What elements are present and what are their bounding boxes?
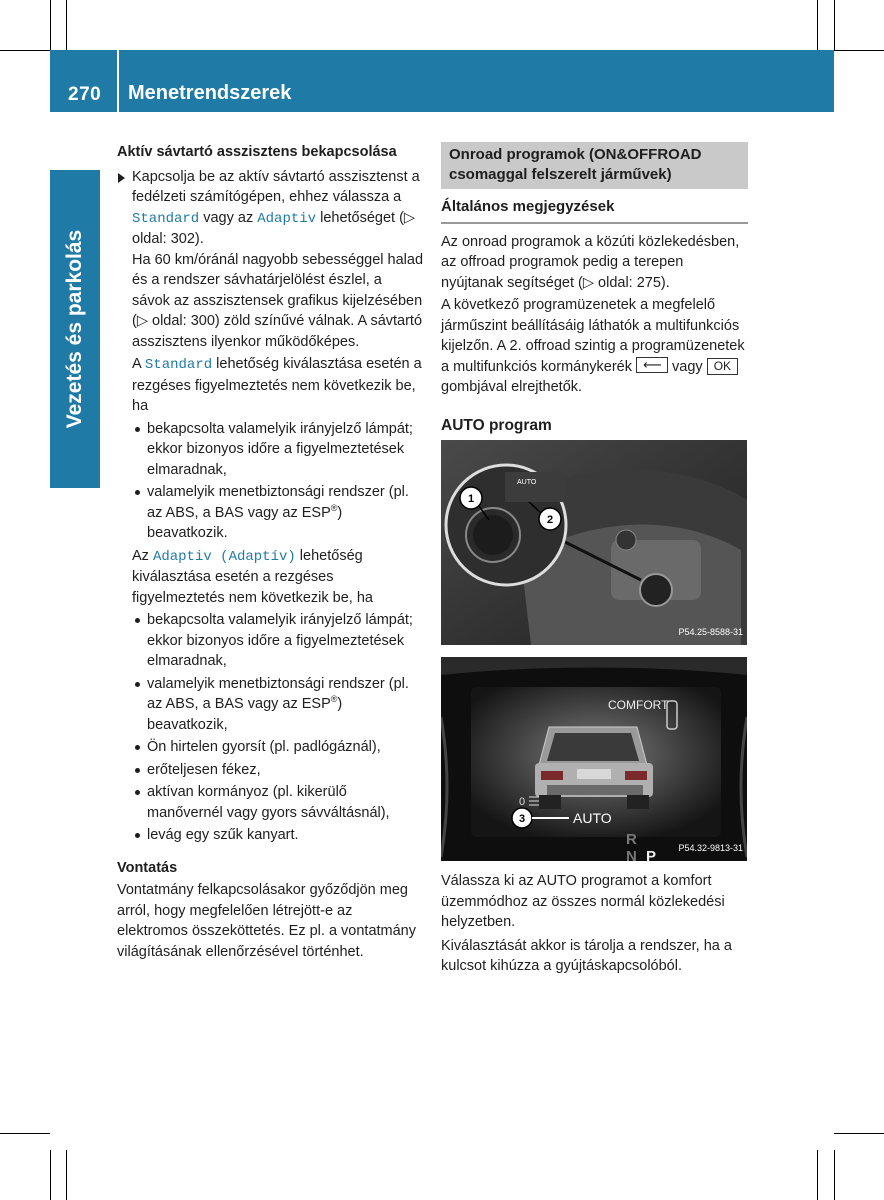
- crop-mark: [0, 1133, 50, 1134]
- registered-mark: ®: [330, 502, 338, 513]
- bullet-list: [117, 610, 423, 846]
- list-item-text: valamelyik menetbiztonsági rendszer (pl. az ABS, a BAS vagy az ESP: [147, 675, 409, 712]
- callout-1: 1: [467, 493, 475, 505]
- paragraph-text: gombjával elrejthetők.: [441, 379, 583, 395]
- console-illustration: [441, 440, 747, 645]
- callout-2: 2: [546, 514, 554, 526]
- step-text: lehetőséget (▷ oldal: 302).: [132, 209, 416, 247]
- section-side-tab: [50, 170, 100, 488]
- paragraph: Ha 60 km/óránál nagyobb sebességgel halad és a rendszer sávhatárjelölést észlel, a sávok az asszisztensek grafikus kijelzésében (▷ oldal: 300) zöld színűvé válnak. A sávtartó asszisztens ilyenkor működőképes.: [132, 251, 424, 350]
- crop-mark: [834, 1150, 835, 1200]
- right-column: [441, 142, 748, 977]
- auto-button-label: AUTO: [517, 479, 537, 486]
- list-item-text: ) beavatkozik.: [147, 504, 343, 541]
- paragraph-text: Az: [132, 547, 153, 564]
- paragraph: Válassza ki az AUTO programot a komfort üzemmódhoz az összes normál közlekedési helyzetben.: [441, 873, 725, 930]
- list-item: bekapcsolta valamelyik irányjelző lámpát; ekkor bizonyos időre a figyelmeztetések elmaradnak,: [132, 610, 423, 672]
- instruction-step: [117, 167, 423, 250]
- step-text: Kapcsolja be az aktív sávtartó asszisztenst a fedélzeti számítógépen, ehhez válassza a: [132, 168, 420, 205]
- paragraph: Kiválasztását akkor is tárolja a rendszer, ha a kulcsot kihúzza a gyújtáskapcsolóból.: [441, 937, 732, 974]
- crop-mark: [50, 0, 51, 50]
- console-figure: [441, 440, 747, 645]
- callout-3: 3: [518, 813, 526, 825]
- gear-n: N: [626, 848, 637, 861]
- list-item-text: ) beavatkozik,: [147, 696, 343, 733]
- step-text: vagy az: [199, 209, 258, 226]
- figure-code: P54.32-9813-31: [678, 842, 743, 853]
- crop-mark: [50, 1150, 51, 1200]
- option-standard: Standard: [144, 357, 213, 373]
- option-adaptiv: Adaptiv: [257, 210, 317, 227]
- paragraph-text: A: [132, 356, 145, 372]
- paragraph-text: vagy: [668, 358, 707, 375]
- gear-p: P: [646, 848, 657, 861]
- paragraph: Vontatmány felkapcsolásakor győződjön meg arról, hogy megfelelően létrejött-e az elektromos összeköttetés. Ez pl. a vontatmány világításának ellenőrzésével történhet.: [117, 882, 416, 960]
- paragraph: [117, 354, 423, 417]
- section-side-tab-label: Vezetés és parkolás: [63, 229, 86, 429]
- chapter-title: Menetrendszerek: [128, 82, 292, 104]
- header-divider: [117, 50, 119, 112]
- comfort-label: COMFORT: [608, 698, 669, 712]
- registered-mark: ®: [330, 694, 338, 705]
- crop-mark: [66, 0, 67, 50]
- gear-r: R: [626, 831, 637, 848]
- option-adaptiv: Adaptiv (Adaptív): [152, 548, 296, 565]
- subsection-heading: AUTO program: [441, 416, 552, 434]
- ok-key: OK: [707, 358, 738, 375]
- section-heading: Aktív sávtartó asszisztens bekapcsolása: [117, 144, 397, 160]
- back-button-icon: [636, 357, 668, 373]
- cluster-figure: [441, 657, 747, 861]
- subsection-heading: Általános megjegyzések: [441, 197, 748, 224]
- auto-program-label: AUTO: [573, 810, 612, 826]
- gauge-zero: 0: [519, 796, 526, 808]
- paragraph: Az onroad programok a közúti közlekedésben, az offroad programok pedig a terepen nyújtanak segítséget (▷ oldal: 275).: [441, 233, 740, 291]
- paragraph: [117, 546, 423, 609]
- option-standard: Standard: [132, 210, 200, 227]
- list-item: Ön hirtelen gyorsít (pl. padlógáznál),: [132, 737, 423, 758]
- paragraph: [441, 295, 748, 398]
- list-item: [132, 674, 423, 736]
- paragraph-text: lehetőség kiválasztása esetén a rezgéses figyelmeztetés nem következik be, ha: [132, 547, 373, 606]
- crop-mark: [834, 0, 835, 50]
- list-item: erőteljesen fékez,: [132, 760, 423, 781]
- crop-mark: [0, 50, 50, 51]
- list-item: aktívan kormányoz (pl. kikerülő manővernél vagy gyors sávváltásnál),: [132, 782, 423, 823]
- figure-code: P54.25-8588-31: [678, 626, 743, 637]
- bullet-list: [117, 419, 423, 544]
- section-heading: Vontatás: [117, 859, 178, 876]
- crop-mark: [834, 50, 884, 51]
- left-column: [117, 142, 423, 962]
- list-item: bekapcsolta valamelyik irányjelző lámpát; ekkor bizonyos időre a figyelmeztetések elmaradnak,: [132, 419, 423, 481]
- crop-mark: [66, 1150, 67, 1200]
- page-number: 270: [68, 84, 102, 105]
- cluster-illustration: [441, 657, 747, 861]
- list-item: [132, 482, 423, 544]
- paragraph-text: A következő programüzenetek a megfelelő járműszint beállításáig láthatók a multifunkciós kijelzőn. A 2. offroad szintig a programüzenetek a multifunkciós kormánykerék: [441, 297, 745, 375]
- spacer: [117, 846, 423, 858]
- list-item-text: valamelyik menetbiztonsági rendszer (pl. az ABS, a BAS vagy az ESP: [147, 484, 409, 521]
- crop-mark: [834, 1133, 884, 1134]
- paragraph-text: lehetőség kiválasztása esetén a rezgéses figyelmeztetés nem következik be, ha: [132, 356, 422, 414]
- list-item: levág egy szűk kanyart.: [132, 825, 423, 846]
- crop-mark: [817, 0, 818, 50]
- section-title-box: Onroad programok (ON&OFFROAD csomaggal felszerelt járművek): [441, 142, 748, 189]
- crop-mark: [817, 1150, 818, 1200]
